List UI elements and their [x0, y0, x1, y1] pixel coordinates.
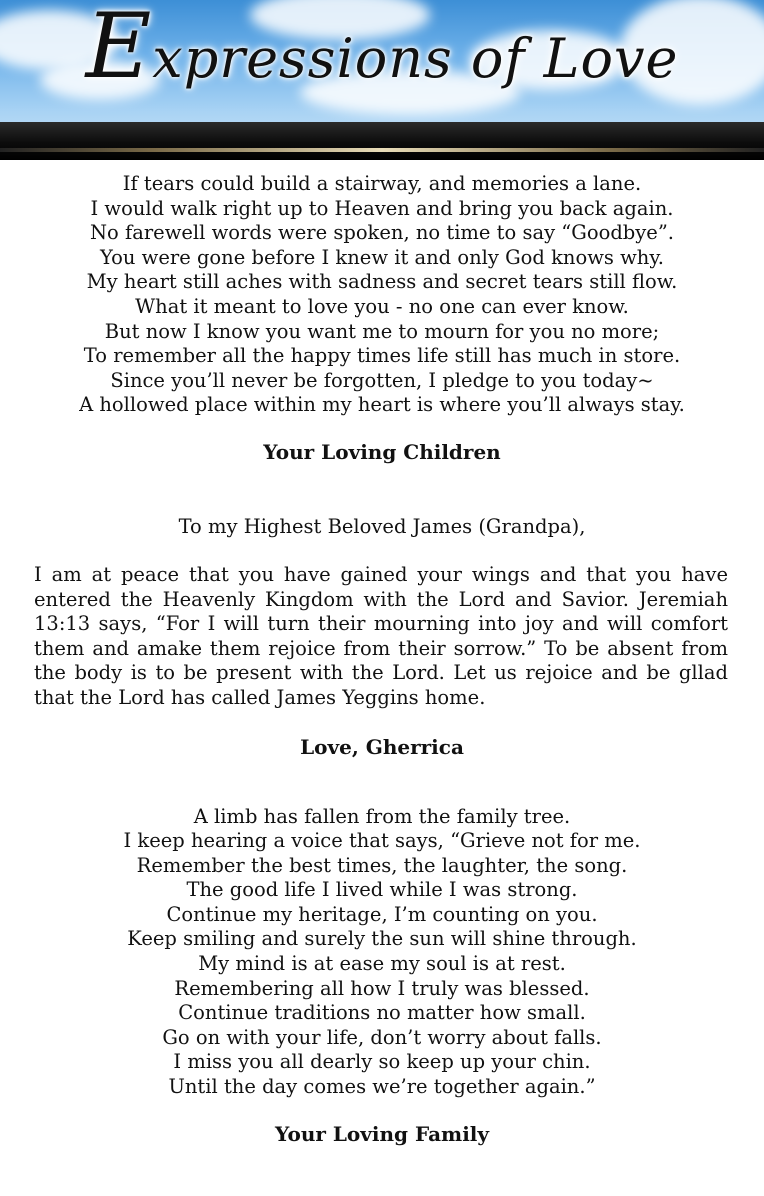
letter-body: I am at peace that you have gained your wings and that you have entered the Heavenly Kingdom with the Lord and Savior. Jeremiah 13:13 says, “For I will turn their mourning into joy and will comfort them and amake them rejoice from their sorrow.” To be absent from the body is to be present with the Lord. Let us rejoice and be gllad that the Lord has called James Yeggins home. — [34, 562, 728, 709]
poem-line: If tears could build a stairway, and memories a lane. — [122, 172, 642, 195]
banner-title-cap: E — [85, 0, 153, 99]
poem-line: Remember the best times, the laughter, the song. — [136, 853, 628, 877]
poem-line: My mind is at ease my soul is at rest. — [198, 952, 566, 976]
poem-line: Go on with your life, don’t worry about falls. — [162, 1025, 602, 1049]
poem-line: But now I know you want me to mourn for you no more; — [104, 319, 660, 343]
signature-children: Your Loving Children — [263, 439, 501, 464]
poem-children — [0, 172, 764, 418]
header-banner — [0, 0, 764, 160]
poem-line: I miss you all dearly so keep up your chin. — [173, 1050, 591, 1074]
banner-title — [0, 0, 764, 99]
poem-line: A hollowed place within my heart is where you’ll always stay. — [79, 393, 685, 417]
poem-line: My heart still aches with sadness and secret tears still flow. — [86, 270, 678, 294]
poem-line: I would walk right up to Heaven and bring you back again. — [90, 196, 674, 220]
signature-family: Your Loving Family — [274, 1121, 490, 1146]
poem-line: Until the day comes we’re together again.” — [168, 1075, 596, 1099]
poem-line: Continue my heritage, I’m counting on you. — [166, 902, 598, 926]
poem-line: Remembering all how I truly was blessed. — [174, 976, 590, 1000]
page-content — [0, 172, 764, 1146]
banner-title-rest: xpressions of Love — [152, 27, 679, 90]
poem-line: What it meant to love you - no one can ever know. — [135, 294, 629, 318]
poem-line: Keep smiling and surely the sun will shine through. — [127, 927, 637, 951]
poem-line: A limb has fallen from the family tree. — [193, 804, 571, 828]
poem-line: Continue traditions no matter how small. — [178, 1001, 586, 1025]
poem-line: No farewell words were spoken, no time to say “Goodbye”. — [89, 221, 675, 245]
poem-line: To remember all the happy times life still has much in store. — [83, 344, 681, 368]
poem-line: Since you’ll never be forgotten, I pledge to you today~ — [110, 368, 654, 392]
poem-line: You were gone before I knew it and only God knows why. — [99, 245, 664, 269]
signature-gherrica: Love, Gherrica — [300, 734, 464, 759]
poem-line: I keep hearing a voice that says, “Grieve not for me. — [123, 829, 641, 853]
banner-gold-line — [0, 148, 764, 152]
poem-family — [0, 805, 764, 1100]
poem-line: The good life I lived while I was strong. — [186, 878, 578, 902]
letter-greeting: To my Highest Beloved James (Grandpa), — [178, 514, 586, 538]
banner-dark-band — [0, 122, 764, 160]
